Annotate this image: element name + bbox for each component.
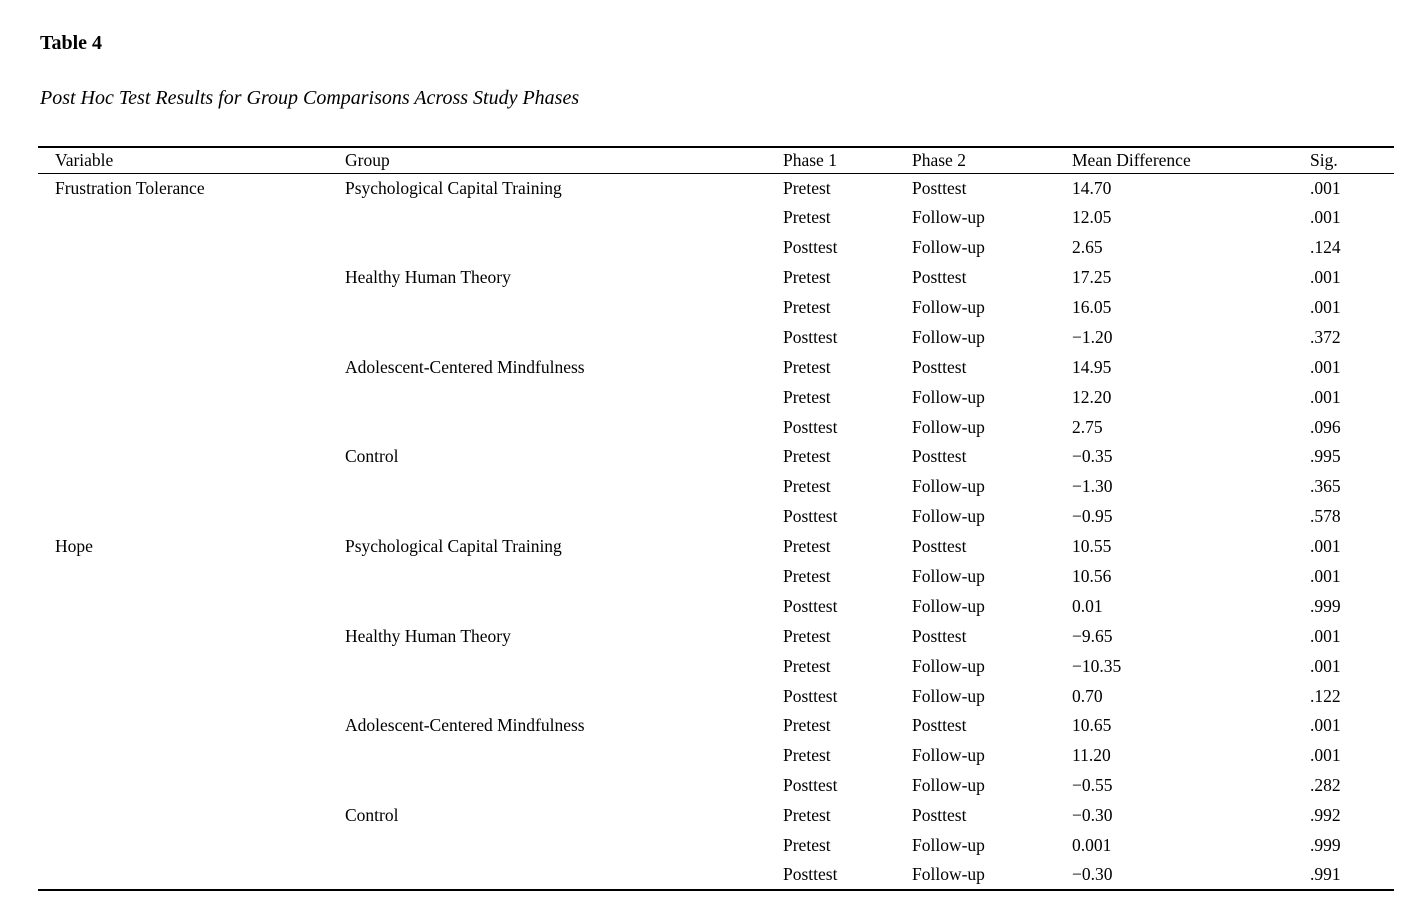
- cell-mean-difference: 2.65: [1072, 237, 1103, 258]
- cell-variable: [38, 562, 345, 592]
- cell-variable: [38, 442, 345, 472]
- cell-group: [345, 203, 783, 233]
- cell-variable: Hope: [55, 536, 93, 557]
- cell-phase1: Posttest: [783, 416, 838, 437]
- cell-phase2: Follow-up: [912, 745, 985, 766]
- cell-group: Psychological Capital Training: [345, 536, 562, 557]
- cell-phase2: Follow-up: [912, 386, 985, 407]
- cell-phase1: Pretest: [783, 655, 831, 676]
- cell-sig: .001: [1310, 715, 1341, 736]
- cell-phase2: Posttest: [912, 356, 967, 377]
- cell-group: [345, 831, 783, 861]
- cell-phase2: Posttest: [912, 715, 967, 736]
- cell-mean-difference: 11.20: [1072, 745, 1111, 766]
- cell-phase1: Posttest: [783, 775, 838, 796]
- table-row: [38, 472, 1394, 502]
- cell-phase2: Follow-up: [912, 864, 985, 885]
- cell-group: [345, 651, 783, 681]
- cell-phase1: Pretest: [783, 177, 831, 198]
- cell-variable: [38, 352, 345, 382]
- cell-mean-difference: −0.30: [1072, 805, 1113, 826]
- cell-mean-difference: −1.30: [1072, 476, 1113, 497]
- cell-phase1: Pretest: [783, 566, 831, 587]
- cell-phase1: Pretest: [783, 356, 831, 377]
- cell-variable: [38, 801, 345, 831]
- cell-phase2: Follow-up: [912, 297, 985, 317]
- cell-variable: [38, 203, 345, 233]
- cell-phase1: Pretest: [783, 446, 831, 467]
- cell-variable: [38, 771, 345, 801]
- cell-group: [345, 293, 783, 323]
- table-row: [38, 831, 1394, 861]
- table-row: [38, 532, 1394, 562]
- table-caption: Post Hoc Test Results for Group Comparisons Across Study Phases: [40, 87, 580, 109]
- cell-phase2: Follow-up: [912, 237, 985, 258]
- cell-sig: .999: [1310, 835, 1341, 856]
- cell-phase2: Follow-up: [912, 416, 985, 437]
- cell-group: [345, 771, 783, 801]
- cell-mean-difference: 0.01: [1072, 595, 1103, 616]
- cell-group: Control: [345, 446, 399, 467]
- cell-phase1: Pretest: [783, 207, 831, 228]
- table-row: [38, 293, 1394, 323]
- table-row: [38, 322, 1394, 352]
- table-row: [38, 771, 1394, 801]
- cell-group: Healthy Human Theory: [345, 625, 511, 646]
- cell-group: Healthy Human Theory: [345, 267, 511, 288]
- table-row: [38, 412, 1394, 442]
- cell-phase2: Follow-up: [912, 566, 985, 587]
- table-row: [38, 860, 1394, 890]
- cell-group: [345, 591, 783, 621]
- table-row: [38, 382, 1394, 412]
- cell-phase2: Posttest: [912, 446, 967, 467]
- cell-mean-difference: 12.20: [1072, 386, 1112, 407]
- col-header-phase2: Phase 2: [912, 149, 966, 170]
- cell-group: [345, 562, 783, 592]
- cell-group: Psychological Capital Training: [345, 177, 562, 198]
- cell-phase1: Pretest: [783, 835, 831, 856]
- cell-mean-difference: 10.55: [1072, 536, 1112, 557]
- cell-group: [345, 741, 783, 771]
- cell-variable: [38, 741, 345, 771]
- cell-group: [345, 502, 783, 532]
- table-row: [38, 263, 1394, 293]
- cell-phase1: Pretest: [783, 745, 831, 766]
- cell-sig: .001: [1310, 267, 1341, 288]
- cell-sig: .122: [1310, 685, 1341, 706]
- cell-phase1: Pretest: [783, 715, 831, 736]
- cell-mean-difference: −0.35: [1072, 446, 1113, 467]
- cell-group: Control: [345, 805, 399, 826]
- cell-phase2: Follow-up: [912, 476, 985, 497]
- cell-mean-difference: 12.05: [1072, 207, 1112, 228]
- cell-variable: [38, 681, 345, 711]
- cell-phase1: Posttest: [783, 506, 838, 527]
- cell-variable: [38, 502, 345, 532]
- cell-phase2: Follow-up: [912, 775, 985, 796]
- table-row: [38, 173, 1394, 203]
- cell-group: [345, 233, 783, 263]
- cell-sig: .578: [1310, 506, 1341, 527]
- cell-group: [345, 860, 783, 890]
- table-row: [38, 711, 1394, 741]
- cell-phase1: Posttest: [783, 685, 838, 706]
- col-header-phase1: Phase 1: [783, 149, 837, 170]
- cell-sig: .999: [1310, 595, 1341, 616]
- table-row: [38, 502, 1394, 532]
- cell-phase1: Pretest: [783, 805, 831, 826]
- cell-phase2: Posttest: [912, 267, 967, 288]
- cell-phase2: Posttest: [912, 805, 967, 826]
- cell-mean-difference: 14.70: [1072, 177, 1112, 198]
- cell-sig: .001: [1310, 655, 1341, 676]
- cell-mean-difference: 2.75: [1072, 416, 1103, 437]
- cell-variable: [38, 412, 345, 442]
- cell-variable: Frustration Tolerance: [55, 177, 205, 198]
- cell-phase2: Follow-up: [912, 655, 985, 676]
- cell-phase1: Posttest: [783, 237, 838, 258]
- cell-variable: [38, 711, 345, 741]
- cell-sig: .001: [1310, 566, 1341, 587]
- table-header-row: [38, 147, 1394, 173]
- col-header-sig: Sig.: [1310, 149, 1338, 170]
- cell-group: [345, 412, 783, 442]
- cell-phase2: Posttest: [912, 625, 967, 646]
- table-row: [38, 801, 1394, 831]
- cell-phase1: Posttest: [783, 326, 838, 347]
- cell-phase2: Follow-up: [912, 207, 985, 228]
- cell-variable: [38, 263, 345, 293]
- cell-phase1: Pretest: [783, 625, 831, 646]
- cell-phase2: Follow-up: [912, 685, 985, 706]
- table-row: [38, 621, 1394, 651]
- cell-phase1: Posttest: [783, 864, 838, 885]
- cell-sig: .001: [1310, 745, 1341, 766]
- cell-phase2: Posttest: [912, 536, 967, 557]
- cell-group: [345, 681, 783, 711]
- cell-phase1: Pretest: [783, 297, 831, 317]
- cell-mean-difference: −1.20: [1072, 326, 1113, 347]
- cell-group: [345, 382, 783, 412]
- cell-variable: [38, 233, 345, 263]
- table-row: [38, 562, 1394, 592]
- cell-sig: .992: [1310, 805, 1341, 826]
- cell-variable: [38, 591, 345, 621]
- cell-sig: .001: [1310, 297, 1341, 317]
- cell-mean-difference: −10.35: [1072, 655, 1122, 676]
- cell-sig: .365: [1310, 476, 1341, 497]
- cell-phase2: Follow-up: [912, 595, 985, 616]
- table-row: [38, 203, 1394, 233]
- cell-sig: .282: [1310, 775, 1341, 796]
- cell-phase1: Pretest: [783, 476, 831, 497]
- table-row: [38, 591, 1394, 621]
- cell-sig: .001: [1310, 356, 1341, 377]
- cell-variable: [38, 621, 345, 651]
- cell-sig: .001: [1310, 625, 1341, 646]
- table-row: [38, 352, 1394, 382]
- cell-phase2: Follow-up: [912, 326, 985, 347]
- cell-variable: [38, 293, 345, 323]
- cell-phase1: Pretest: [783, 386, 831, 407]
- cell-group: Adolescent-Centered Mindfulness: [345, 356, 585, 377]
- cell-phase2: Posttest: [912, 177, 967, 198]
- cell-variable: [38, 860, 345, 890]
- cell-mean-difference: −0.55: [1072, 775, 1113, 796]
- cell-mean-difference: −9.65: [1072, 625, 1113, 646]
- cell-phase1: Pretest: [783, 536, 831, 557]
- cell-mean-difference: 17.25: [1072, 267, 1112, 288]
- cell-sig: .124: [1310, 237, 1341, 258]
- cell-variable: [38, 322, 345, 352]
- cell-sig: .995: [1310, 446, 1341, 467]
- cell-phase2: Follow-up: [912, 506, 985, 527]
- cell-variable: [38, 472, 345, 502]
- table-row: [38, 233, 1394, 263]
- cell-variable: [38, 831, 345, 861]
- cell-mean-difference: 0.001: [1072, 835, 1112, 856]
- cell-sig: .001: [1310, 207, 1341, 228]
- cell-group: [345, 472, 783, 502]
- cell-group: Adolescent-Centered Mindfulness: [345, 715, 585, 736]
- table-row: [38, 681, 1394, 711]
- cell-mean-difference: 14.95: [1072, 356, 1112, 377]
- cell-mean-difference: −0.30: [1072, 864, 1113, 885]
- cell-mean-difference: −0.95: [1072, 506, 1113, 527]
- table-body: [38, 173, 1394, 890]
- cell-sig: .001: [1310, 386, 1341, 407]
- col-header-variable: Variable: [55, 149, 114, 170]
- cell-group: [345, 322, 783, 352]
- col-header-group: Group: [345, 149, 390, 170]
- table-row: [38, 442, 1394, 472]
- col-header-mean-difference: Mean Difference: [1072, 149, 1191, 170]
- cell-phase1: Pretest: [783, 267, 831, 288]
- post-hoc-results-table: [38, 146, 1394, 891]
- cell-variable: [38, 651, 345, 681]
- cell-sig: .001: [1310, 177, 1341, 198]
- cell-sig: .096: [1310, 416, 1341, 437]
- cell-sig: .372: [1310, 326, 1341, 347]
- cell-sig: .991: [1310, 864, 1341, 885]
- cell-phase2: Follow-up: [912, 835, 985, 856]
- cell-phase1: Posttest: [783, 595, 838, 616]
- cell-variable: [38, 382, 345, 412]
- table-row: [38, 741, 1394, 771]
- cell-mean-difference: 16.05: [1072, 297, 1112, 317]
- cell-mean-difference: 0.70: [1072, 685, 1103, 706]
- table-row: [38, 651, 1394, 681]
- cell-mean-difference: 10.65: [1072, 715, 1112, 736]
- table-label: Table 4: [40, 32, 103, 54]
- cell-mean-difference: 10.56: [1072, 566, 1112, 587]
- cell-sig: .001: [1310, 536, 1341, 557]
